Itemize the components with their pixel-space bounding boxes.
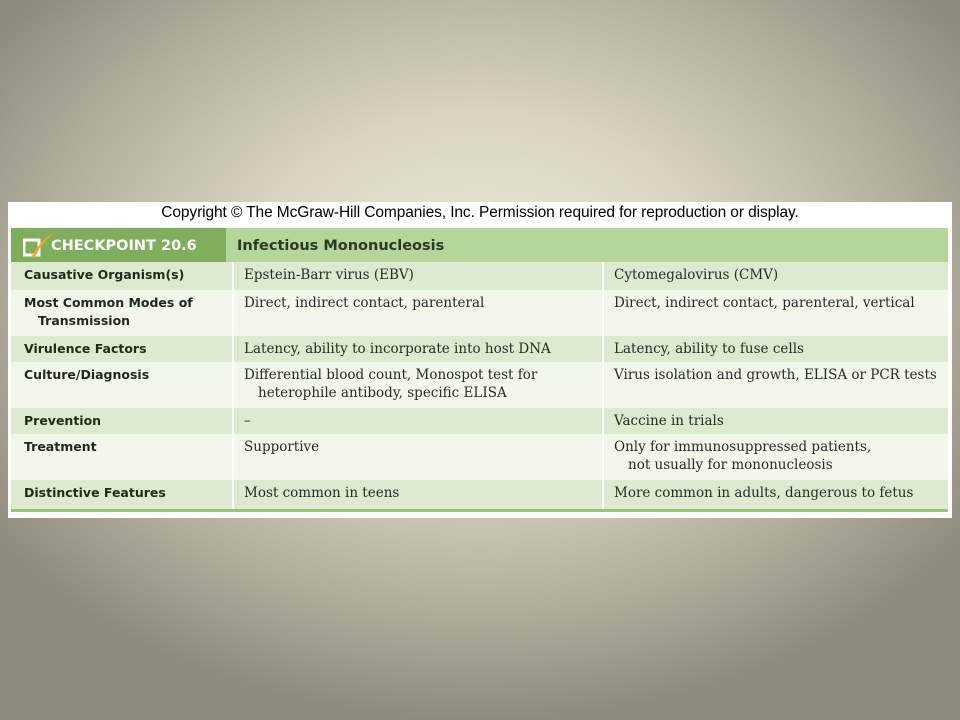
row-label — [11, 362, 233, 408]
table-bottom-rule — [11, 509, 948, 512]
ebv-cell — [233, 290, 603, 336]
ebv-text: Direct, indirect contact, parenteral — [244, 295, 485, 311]
data-table — [11, 262, 948, 509]
ebv-cell — [233, 480, 603, 509]
ebv-cell — [233, 362, 603, 408]
cmv-text: Virus isolation and growth, ELISA or PCR tests — [614, 367, 937, 383]
cmv-text: Vaccine in trials — [614, 413, 724, 429]
table-header — [11, 228, 948, 262]
row-label-text: Transmission — [38, 313, 131, 328]
checkpoint-label: CHECKPOINT 20.6 — [51, 238, 197, 254]
row-label — [11, 336, 233, 362]
table-row — [11, 480, 948, 509]
row-label-text: Culture/Diagnosis — [24, 367, 150, 382]
row-label-text: Prevention — [24, 413, 102, 428]
cmv-text: not usually for mononucleosis — [628, 457, 833, 473]
row-label — [11, 408, 233, 434]
row-label-text: Causative Organism(s) — [24, 267, 185, 282]
cmv-cell — [603, 262, 948, 290]
table-row — [11, 290, 948, 336]
ebv-cell — [233, 434, 603, 480]
cmv-cell — [603, 290, 948, 336]
cmv-cell — [603, 434, 948, 480]
row-label — [11, 290, 233, 336]
cmv-text: Cytomegalovirus (CMV) — [614, 267, 779, 283]
cmv-text: Direct, indirect contact, parenteral, vertical — [614, 295, 915, 311]
ebv-text: Supportive — [244, 439, 320, 455]
table-title: Infectious Mononucleosis — [237, 238, 445, 254]
row-label — [11, 434, 233, 480]
table-row — [11, 262, 948, 290]
copyright-notice: Copyright © The McGraw-Hill Companies, Inc. Permission required for reproduction or display. — [161, 204, 799, 221]
ebv-text: heterophile antibody, specific ELISA — [258, 385, 507, 401]
cmv-cell — [603, 480, 948, 509]
cmv-text: Latency, ability to fuse cells — [614, 341, 804, 357]
row-label — [11, 480, 233, 509]
ebv-text: Differential blood count, Monospot test for — [244, 367, 538, 383]
row-label — [11, 262, 233, 290]
row-label-text: Treatment — [24, 439, 97, 454]
cmv-cell — [603, 336, 948, 362]
ebv-text: – — [244, 413, 251, 429]
ebv-text: Latency, ability to incorporate into host DNA — [244, 341, 551, 357]
ebv-cell — [233, 408, 603, 434]
cmv-text: More common in adults, dangerous to fetus — [614, 485, 914, 501]
table-row — [11, 434, 948, 480]
table-row — [11, 336, 948, 362]
cmv-cell — [603, 408, 948, 434]
table-row — [11, 362, 948, 408]
cmv-cell — [603, 362, 948, 408]
cmv-text: Only for immunosuppressed patients, — [614, 439, 872, 455]
row-label-text: Distinctive Features — [24, 485, 166, 500]
ebv-cell — [233, 336, 603, 362]
row-label-text: Most Common Modes of — [24, 295, 193, 310]
ebv-cell — [233, 262, 603, 290]
row-label-text: Virulence Factors — [24, 341, 147, 356]
checkpoint-table — [11, 228, 948, 514]
ebv-text: Epstein-Barr virus (EBV) — [244, 267, 414, 283]
slide-panel — [8, 202, 952, 518]
ebv-text: Most common in teens — [244, 485, 400, 501]
table-row — [11, 408, 948, 434]
checkpoint-badge — [11, 228, 226, 262]
